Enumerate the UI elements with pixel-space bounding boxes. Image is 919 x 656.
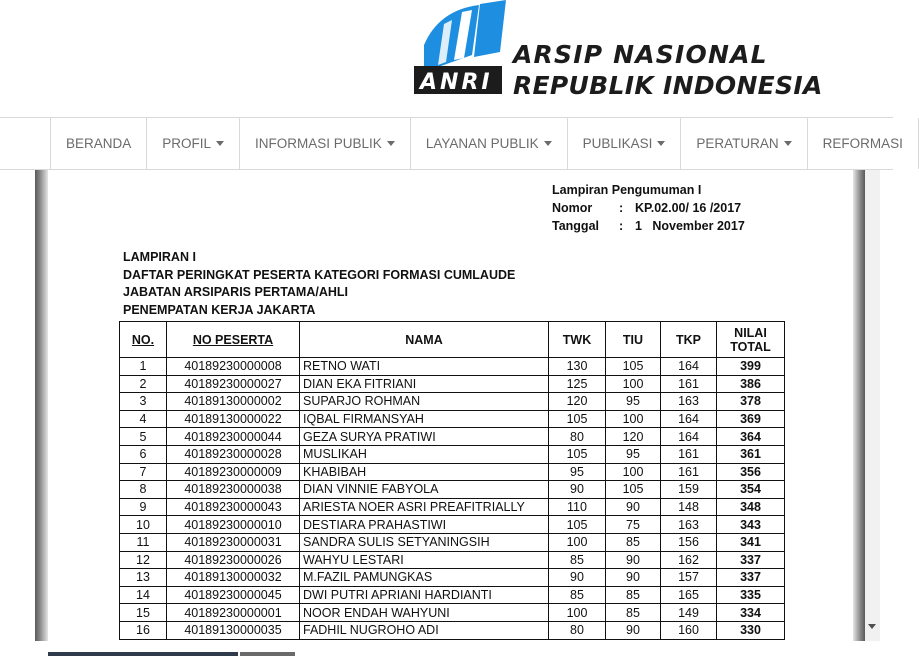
cell-no: 1: [120, 358, 167, 376]
cell-tiu: 90: [606, 498, 661, 516]
brand-name-line2: REPUBLIK INDONESIA: [513, 71, 823, 100]
table-row: [120, 586, 785, 604]
nav-list: [50, 118, 919, 169]
cell-tiu: 100: [606, 463, 661, 481]
cell-nilai-total: 378: [717, 393, 785, 411]
cell-twk: 80: [549, 428, 606, 446]
caret-down-icon: [387, 141, 395, 146]
cell-tiu: 85: [606, 586, 661, 604]
cell-nilai-total: 337: [717, 551, 785, 569]
table-row: [120, 516, 785, 534]
cell-nama: IQBAL FIRMANSYAH: [300, 410, 549, 428]
cell-no-peserta: 40189230000009: [167, 463, 300, 481]
table-row: [120, 498, 785, 516]
svg-text:ANRI: ANRI: [420, 70, 493, 95]
cell-no: 13: [120, 569, 167, 587]
cell-nama: DWI PUTRI APRIANI HARDIANTI: [300, 586, 549, 604]
cell-twk: 105: [549, 445, 606, 463]
cell-nama: ARIESTA NOER ASRI PREAFITRIALLY: [300, 498, 549, 516]
cell-no-peserta: 40189230000044: [167, 428, 300, 446]
cell-tkp: 165: [661, 586, 717, 604]
lampiran-line2: DAFTAR PERINGKAT PESERTA KATEGORI FORMASI CUMLAUDE: [123, 267, 516, 282]
tanggal-colon: :: [619, 219, 624, 233]
cell-twk: 85: [549, 551, 606, 569]
cell-tkp: 162: [661, 551, 717, 569]
nav-item-publikasi[interactable]: [568, 118, 682, 169]
cell-tkp: 164: [661, 358, 717, 376]
nav-item-informasi-publik[interactable]: [240, 118, 411, 169]
cell-nama: KHABIBAH: [300, 463, 549, 481]
col-tkp: TKP: [661, 322, 717, 358]
cell-nilai-total: 337: [717, 569, 785, 587]
cell-no: 2: [120, 375, 167, 393]
cell-no: 7: [120, 463, 167, 481]
cell-tiu: 120: [606, 428, 661, 446]
col-twk: TWK: [549, 322, 606, 358]
table-row: [120, 428, 785, 446]
cell-nama: SANDRA SULIS SETYANINGSIH: [300, 533, 549, 551]
cell-no-peserta: 40189230000045: [167, 586, 300, 604]
cell-tkp: 163: [661, 516, 717, 534]
page-shadow-left: [35, 170, 48, 641]
ranking-table-body: [120, 358, 785, 640]
nomor-label: Nomor: [552, 201, 593, 215]
table-row: [120, 604, 785, 622]
cell-no-peserta: 40189130000002: [167, 393, 300, 411]
page-shadow-right: [853, 170, 865, 641]
cell-nama: DIAN VINNIE FABYOLA: [300, 481, 549, 499]
cell-tiu: 75: [606, 516, 661, 534]
main-navigation: [0, 117, 903, 170]
table-row: [120, 533, 785, 551]
cell-tiu: 105: [606, 358, 661, 376]
cell-nama: DIAN EKA FITRIANI: [300, 375, 549, 393]
cell-nama: NOOR ENDAH WAHYUNI: [300, 604, 549, 622]
table-row: [120, 375, 785, 393]
table-row: [120, 481, 785, 499]
cell-tiu: 90: [606, 621, 661, 639]
nav-item-label: REFORMASI: [822, 136, 903, 151]
cell-no-peserta: 40189230000027: [167, 375, 300, 393]
cell-nama: WAHYU LESTARI: [300, 551, 549, 569]
cell-twk: 95: [549, 463, 606, 481]
cell-nama: SUPARJO ROHMAN: [300, 393, 549, 411]
cell-no: 16: [120, 621, 167, 639]
bottom-strip: [48, 652, 238, 656]
col-no-peserta: NO PESERTA: [167, 322, 300, 358]
cell-tiu: 90: [606, 569, 661, 587]
cell-twk: 110: [549, 498, 606, 516]
table-row: [120, 445, 785, 463]
cell-tiu: 95: [606, 393, 661, 411]
cell-nama: FADHIL NUGROHO ADI: [300, 621, 549, 639]
site-header: [0, 0, 893, 117]
cell-twk: 105: [549, 410, 606, 428]
brand-name-line1: ARSIP NASIONAL: [513, 40, 768, 69]
cell-twk: 100: [549, 533, 606, 551]
cell-nilai-total: 386: [717, 375, 785, 393]
cell-nilai-total: 369: [717, 410, 785, 428]
cell-tkp: 164: [661, 428, 717, 446]
cell-tkp: 156: [661, 533, 717, 551]
col-nilai-label: NILAI: [734, 325, 767, 340]
cell-nilai-total: 364: [717, 428, 785, 446]
cell-nilai-total: 330: [717, 621, 785, 639]
cell-tkp: 161: [661, 375, 717, 393]
cell-nama: MUSLIKAH: [300, 445, 549, 463]
nav-item-beranda[interactable]: [51, 118, 147, 169]
cell-no: 9: [120, 498, 167, 516]
cell-twk: 105: [549, 516, 606, 534]
col-nilai-total: [717, 322, 785, 358]
cell-tkp: 157: [661, 569, 717, 587]
cell-no-peserta: 40189230000028: [167, 445, 300, 463]
lampiran-line1: LAMPIRAN I: [123, 250, 196, 264]
table-row: [120, 621, 785, 639]
viewer-scrollbar[interactable]: [865, 170, 880, 641]
nav-item-label: PERATURAN: [696, 136, 779, 151]
col-total-label: TOTAL: [730, 339, 771, 354]
cell-no-peserta: 40189230000026: [167, 551, 300, 569]
nav-item-reformasi[interactable]: [808, 118, 919, 169]
ranking-table-header: [120, 322, 785, 358]
cell-nilai-total: 334: [717, 604, 785, 622]
cell-nilai-total: 335: [717, 586, 785, 604]
cell-no-peserta: 40189230000008: [167, 358, 300, 376]
nav-item-label: BERANDA: [66, 136, 132, 151]
nomor-colon: :: [619, 201, 624, 215]
cell-no: 6: [120, 445, 167, 463]
cell-nilai-total: 399: [717, 358, 785, 376]
nav-item-profil[interactable]: [147, 118, 240, 169]
cell-twk: 90: [549, 569, 606, 587]
lampiran-reference: [552, 181, 745, 235]
cell-no: 15: [120, 604, 167, 622]
cell-nilai-total: 341: [717, 533, 785, 551]
nav-item-label: LAYANAN PUBLIK: [425, 136, 539, 151]
cell-no-peserta: 40189130000035: [167, 621, 300, 639]
caret-down-icon: [657, 141, 665, 146]
caret-down-icon: [544, 141, 552, 146]
table-row: [120, 358, 785, 376]
brand-name: [513, 42, 823, 98]
table-row: [120, 551, 785, 569]
cell-no: 5: [120, 428, 167, 446]
col-no: NO.: [120, 322, 167, 358]
cell-tiu: 85: [606, 533, 661, 551]
cell-no: 4: [120, 410, 167, 428]
col-tiu: TIU: [606, 322, 661, 358]
cell-tkp: 163: [661, 393, 717, 411]
cell-nama: GEZA SURYA PRATIWI: [300, 428, 549, 446]
cell-nilai-total: 343: [717, 516, 785, 534]
cell-nilai-total: 348: [717, 498, 785, 516]
table-row: [120, 393, 785, 411]
cell-no: 10: [120, 516, 167, 534]
cell-tkp: 148: [661, 498, 717, 516]
cell-no-peserta: 40189230000038: [167, 481, 300, 499]
cell-nilai-total: 356: [717, 463, 785, 481]
nav-item-peraturan[interactable]: [681, 118, 807, 169]
cell-tkp: 160: [661, 621, 717, 639]
bottom-strip-secondary: [240, 652, 295, 656]
cell-no-peserta: 40189130000032: [167, 569, 300, 587]
cell-tiu: 90: [606, 551, 661, 569]
cell-no-peserta: 40189230000010: [167, 516, 300, 534]
cell-no-peserta: 40189130000022: [167, 410, 300, 428]
cell-nama: M.FAZIL PAMUNGKAS: [300, 569, 549, 587]
nav-item-label: PROFIL: [162, 136, 212, 151]
cell-no-peserta: 40189230000001: [167, 604, 300, 622]
tanggal-value: 1 November 2017: [635, 219, 745, 233]
cell-tiu: 105: [606, 481, 661, 499]
cell-tkp: 159: [661, 481, 717, 499]
table-row: [120, 463, 785, 481]
cell-twk: 100: [549, 604, 606, 622]
table-row: [120, 569, 785, 587]
cell-tkp: 164: [661, 410, 717, 428]
cell-no-peserta: 40189230000043: [167, 498, 300, 516]
cell-twk: 85: [549, 586, 606, 604]
cell-tiu: 100: [606, 375, 661, 393]
cell-no: 14: [120, 586, 167, 604]
lampiran-title: Lampiran Pengumuman I: [552, 183, 702, 197]
cell-twk: 130: [549, 358, 606, 376]
cell-nilai-total: 354: [717, 481, 785, 499]
tanggal-label: Tanggal: [552, 219, 599, 233]
cell-twk: 125: [549, 375, 606, 393]
nav-item-label: INFORMASI PUBLIK: [255, 136, 382, 151]
cell-nama: DESTIARA PRAHASTIWI: [300, 516, 549, 534]
caret-down-icon: [216, 141, 224, 146]
nav-item-label: PUBLIKASI: [582, 136, 653, 151]
caret-down-icon: [784, 141, 792, 146]
lampiran-line4: PENEMPATAN KERJA JAKARTA: [123, 302, 316, 317]
cell-tiu: 95: [606, 445, 661, 463]
cell-no: 11: [120, 533, 167, 551]
cell-twk: 120: [549, 393, 606, 411]
ranking-table: [119, 321, 785, 640]
lampiran-heading: [123, 249, 515, 319]
cell-tkp: 149: [661, 604, 717, 622]
cell-tiu: 100: [606, 410, 661, 428]
cell-no-peserta: 40189230000031: [167, 533, 300, 551]
col-nama: NAMA: [300, 322, 549, 358]
cell-no: 3: [120, 393, 167, 411]
cell-twk: 90: [549, 481, 606, 499]
scroll-down-arrow-icon[interactable]: [868, 624, 876, 629]
cell-tiu: 85: [606, 604, 661, 622]
cell-no: 8: [120, 481, 167, 499]
cell-twk: 80: [549, 621, 606, 639]
nav-item-layanan-publik[interactable]: [411, 118, 568, 169]
cell-nilai-total: 361: [717, 445, 785, 463]
lampiran-line3: JABATAN ARSIPARIS PERTAMA/AHLI: [123, 285, 348, 299]
cell-no: 12: [120, 551, 167, 569]
table-row: [120, 410, 785, 428]
cell-tkp: 161: [661, 445, 717, 463]
cell-nama: RETNO WATI: [300, 358, 549, 376]
nomor-value: KP.02.00/ 16 /2017: [635, 201, 742, 215]
cell-tkp: 161: [661, 463, 717, 481]
